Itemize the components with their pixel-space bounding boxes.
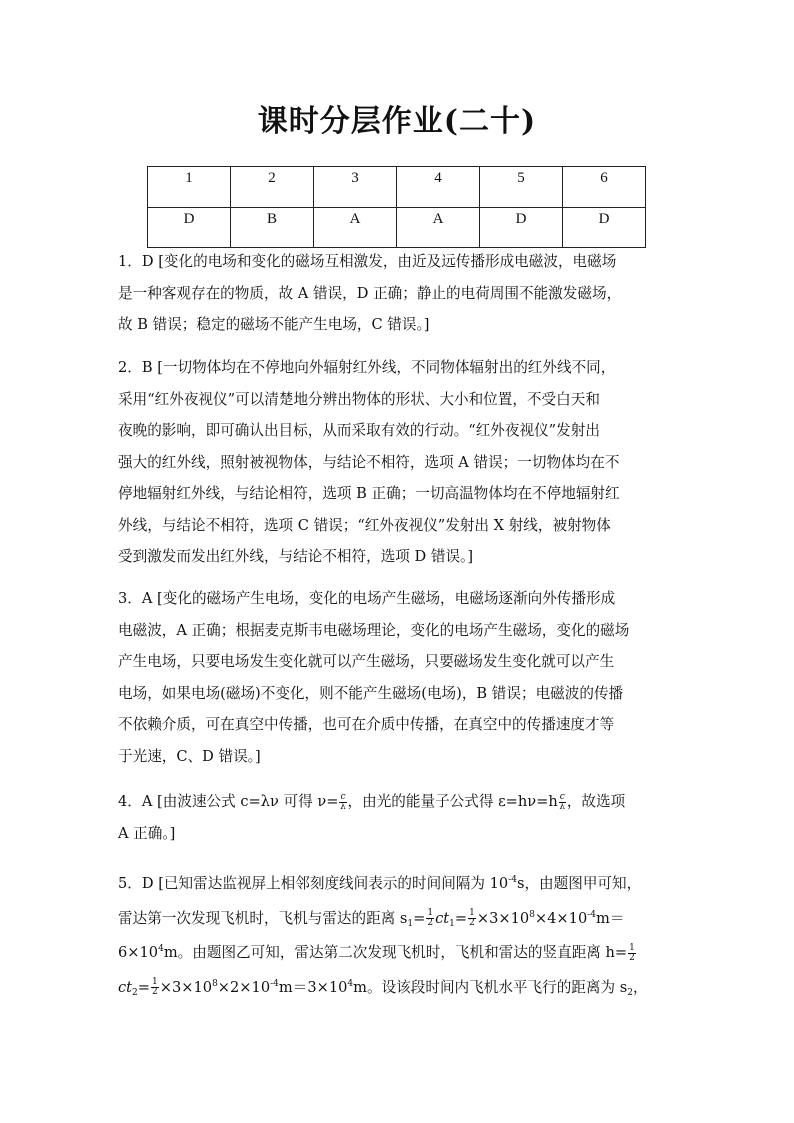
fraction: [559, 793, 566, 812]
solution-line: 不依赖介质，可在真空中传播，也可在介质中传播，在真空中的传播速度才等: [118, 716, 615, 733]
fraction: [151, 978, 159, 997]
superscript: 8: [529, 909, 535, 920]
text: m＝: [596, 909, 625, 927]
superscript: 4: [158, 944, 164, 954]
page-title: 课时分层作业(二十): [257, 104, 537, 139]
text: =: [454, 909, 468, 927]
text: =: [137, 978, 151, 996]
table-row-numbers: [148, 167, 646, 208]
solution-line: 故 B 错误；稳定的磁场不能产生电场，C 错误。]: [118, 316, 430, 333]
table-cell: 6: [563, 167, 646, 208]
fraction-numerator: 1: [427, 908, 434, 918]
table-cell: 1: [148, 167, 231, 208]
fraction-numerator: c: [559, 791, 565, 802]
superscript: -4: [508, 875, 517, 885]
solution-line: 1．D [变化的电场和变化的磁场互相激发，由近及远传播形成电磁波，电磁场: [118, 253, 617, 270]
text: s，由题图甲可知，: [516, 875, 642, 892]
text: m。由题图乙可知，雷达第二次发现飞机时，飞机和雷达的竖直距离 h=: [163, 944, 628, 961]
solution-line: 强大的红外线，照射被视物体，与结论不相符，选项 A 错误；一切物体均在不: [118, 453, 620, 471]
solution-line: 受到激发而发出红外线，与结论不相符，选项 D 错误。]: [118, 548, 474, 565]
solution-5: [118, 868, 678, 1006]
table-cell: D: [480, 207, 563, 248]
solution-2: [118, 352, 678, 573]
text: ，: [632, 978, 648, 996]
fraction-denominator: 2: [427, 918, 434, 928]
solution-line: [118, 937, 678, 972]
table-cell: 3: [314, 167, 397, 208]
table-cell: D: [563, 207, 646, 248]
solution-line: 2．B [一切物体均在不停地向外辐射红外线，不同物体辐射出的红外线不同，: [118, 359, 616, 376]
solution-line: 3．A [变化的磁场产生电场，变化的电场产生磁场，电磁场逐渐向外传播形成: [118, 590, 616, 607]
solution-line: [118, 972, 678, 1007]
subscript: 1: [407, 918, 414, 929]
table-cell: B: [231, 207, 314, 248]
superscript: 4: [347, 978, 354, 989]
solution-line: [118, 786, 678, 818]
fraction-numerator: c: [340, 791, 346, 802]
solution-line: 电场，如果电场(磁场)不变化，则不能产生磁场(电场)，B 错误；电磁波的传播: [118, 684, 624, 702]
text: =: [413, 909, 426, 927]
solution-line: 电磁波，A 正确；根据麦克斯韦电磁场理论，变化的电场产生磁场，变化的磁场: [118, 621, 630, 639]
fraction-denominator: λ: [340, 801, 346, 812]
text: 4．A [由波速公式: [118, 793, 241, 810]
fraction-denominator: λ: [559, 801, 566, 812]
subscript: 2: [132, 987, 138, 998]
solution-line: 于光速，C、D 错误。]: [118, 747, 261, 765]
text: ，故选项: [566, 793, 626, 810]
solution-line: A 正确。]: [118, 824, 176, 842]
solution-line: [118, 868, 678, 903]
text: ×4×10: [534, 909, 588, 927]
table-cell: A: [314, 207, 397, 248]
superscript: -4: [270, 978, 279, 989]
text: m＝3×10: [278, 978, 348, 996]
text: ct: [118, 978, 133, 996]
solution-4: [118, 786, 678, 849]
text: ×2×10: [217, 978, 271, 996]
solution-line: 夜晚的影响，即可确认出目标，从而采取有效的行动。“红外夜视仪”发射出: [118, 422, 600, 439]
solution-1: [118, 246, 678, 341]
fraction: [628, 944, 636, 963]
text: ，由光的能量子公式得 ε=hν=h: [347, 793, 558, 810]
superscript: -4: [587, 909, 597, 920]
solution-3: [118, 583, 678, 772]
fraction-numerator: 1: [469, 908, 475, 918]
text: 雷达第一次发现飞机时，飞机与雷达的距离 s: [118, 909, 408, 927]
solution-line: 停地辐射红外线，与结论相符，选项 B 正确；一切高温物体均在不停地辐射红: [118, 485, 620, 502]
fraction-numerator: 1: [629, 942, 635, 953]
answer-table: [147, 166, 646, 248]
table-cell: 2: [231, 167, 314, 208]
formula: c=λν 可得 ν=: [240, 793, 339, 810]
fraction: [426, 909, 434, 928]
subscript: 1: [449, 918, 455, 929]
superscript: 8: [212, 978, 218, 989]
fraction-denominator: 2: [629, 952, 635, 963]
solution-line: [118, 903, 678, 938]
table-cell: 5: [480, 167, 563, 208]
text: ct: [435, 909, 450, 927]
text: 5．D [已知雷达监视屏上相邻刻度线间表示的时间间隔为 10: [118, 875, 509, 892]
text: 6×10: [118, 944, 159, 961]
solution-line: 是一种客观存在的物质，故 A 错误，D 正确；静止的电荷周围不能激发磁场，: [118, 284, 622, 302]
table-row-answers: [148, 207, 646, 248]
text: m。设该段时间内飞机水平飞行的距离为 s: [353, 978, 628, 996]
fraction-denominator: 2: [469, 918, 475, 928]
text: ×3×10: [476, 909, 530, 927]
subscript: 2: [627, 987, 633, 998]
fraction-numerator: 1: [152, 977, 158, 987]
solution-line: 产生电场，只要电场发生变化就可以产生磁场，只要磁场发生变化就可以产生: [118, 653, 615, 670]
table-cell: A: [397, 207, 480, 248]
table-cell: 4: [397, 167, 480, 208]
fraction-denominator: 2: [152, 987, 158, 997]
fraction: [468, 909, 476, 928]
text: ×3×10: [159, 978, 213, 996]
fraction: [339, 793, 346, 812]
solution-line: 外线，与结论不相符，选项 C 错误；“红外夜视仪”发射出 X 射线，被射物体: [118, 516, 611, 534]
table-cell: D: [148, 207, 231, 248]
solution-line: 采用“红外夜视仪”可以清楚地分辨出物体的形状、大小和位置，不受白天和: [118, 390, 600, 408]
